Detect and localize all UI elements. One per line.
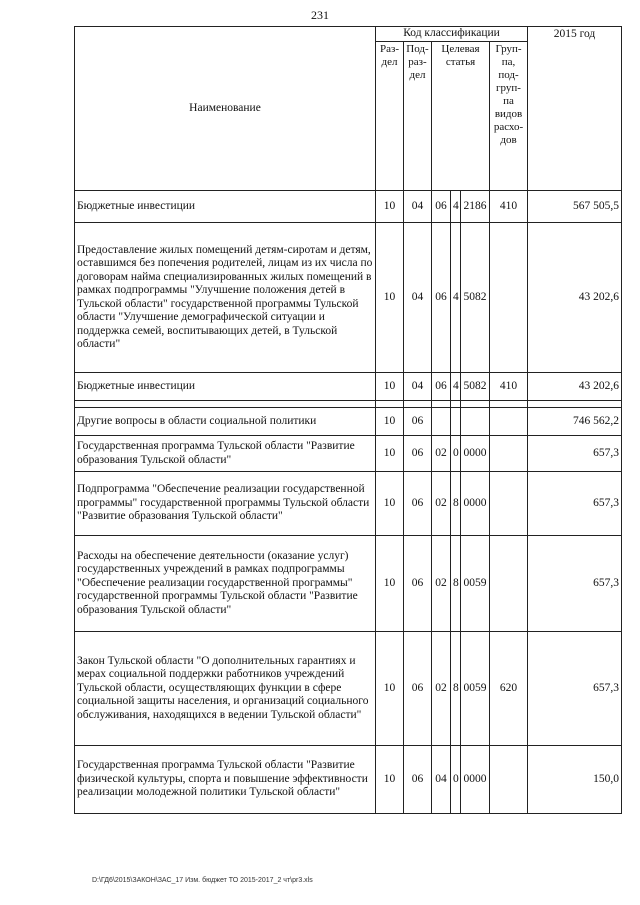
header-razdel: Раз-дел [376,42,404,191]
table-row: Расходы на обеспечение деятельности (оказание услуг) государственных учреждений в рамках подпрограммы "Обеспечение реализации государственной программы" государственной программы Тульской области "Развитие образования Тульской области" 10 06 02 8 0059 657,3 [75,536,622,632]
header-name: Наименование [75,27,376,191]
table-row: Государственная программа Тульской области "Развитие образования Тульской области" 10 06 02 0 0000 657,3 [75,436,622,472]
table-row: Государственная программа Тульской области "Развитие физической культуры, спорта и повышение эффективности реализации молодежной политики Тульской области" 10 06 04 0 0000 150,0 [75,746,622,814]
table-row: Предоставление жилых помещений детям-сиротам и детям, оставшимся без попечения родителей, лицам из их числа по договорам найма специализированных жилых помещений в рамках подпрограммы "Улучшение положения детей в Тульской области" государственной программы Тульской области "Улучшение демографической ситуации и поддержка семей, воспитывающих детей, в Тульской области" 10 04 06 4 5082 43 202,6 [75,223,622,373]
header-classification: Код классификации [376,27,528,42]
header-year: 2015 год [528,27,622,191]
header-group: Груп-па, под-груп-па видов расхо-дов [490,42,528,191]
budget-table [74,26,622,814]
file-path-footer: D:\ГД6\2015\ЗАКОН\ЗАС_17 Изм. бюджет ТО 2015-2017_2 чт\pr3.xls [92,877,313,884]
table-row: Другие вопросы в области социальной политики 10 06 746 562,2 [75,408,622,436]
page-number: 231 [311,8,329,22]
table-row: Бюджетные инвестиции 10 04 06 4 2186 410 567 505,5 [75,191,622,223]
header-target: Целевая статья [432,42,490,191]
table-row: Закон Тульской области "О дополнительных гарантиях и мерах социальной поддержки работников учреждений Тульской области, осуществляющих функции в сфере социальной защиты населения, и организаций социального обслуживания, находящихся в ведении Тульской области" 10 06 02 8 0059 620 657,3 [75,632,622,746]
table-row: Подпрограмма "Обеспечение реализации государственной программы" государственной программы Тульской области "Развитие образования Тульской области" 10 06 02 8 0000 657,3 [75,472,622,536]
table-row: Бюджетные инвестиции 10 04 06 4 5082 410 43 202,6 [75,373,622,401]
header-podrazdel: Под-раз-дел [404,42,432,191]
